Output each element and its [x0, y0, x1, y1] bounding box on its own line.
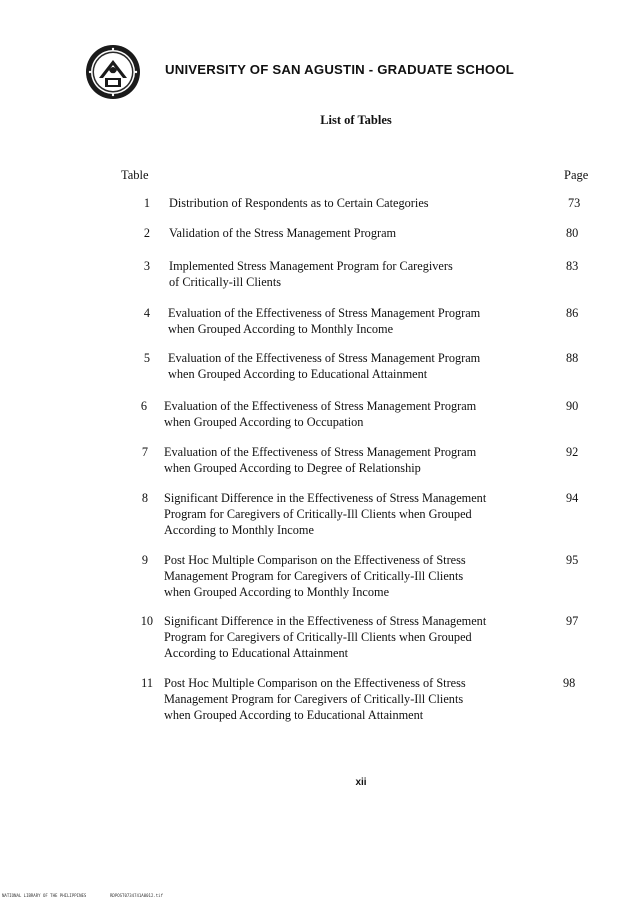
- table-column-header: Table: [121, 168, 149, 182]
- page-column-header: Page: [564, 168, 589, 182]
- page-ref: 80: [566, 226, 579, 240]
- table-title: Post Hoc Multiple Comparison on the Effectiveness of Stress Management Program for Caregivers of Critically-Ill Clients when Grouped According to Educational Attainment: [164, 676, 466, 722]
- table-title: Validation of the Stress Management Program: [169, 226, 397, 240]
- page-ref: 94: [566, 491, 579, 505]
- table-title: Evaluation of the Effectiveness of Stress Management Program when Grouped According to Occupation: [164, 399, 477, 429]
- page-ref: 86: [566, 306, 579, 320]
- table-number: 3: [143, 259, 150, 273]
- page-ref: 98: [563, 676, 576, 690]
- table-title: Implemented Stress Management Program for Caregivers of Critically-ill Clients: [169, 259, 453, 289]
- table-number: 11: [141, 676, 153, 690]
- table-number: 9: [141, 553, 148, 567]
- table-number: 10: [140, 614, 153, 628]
- table-number: 6: [140, 399, 147, 413]
- page-number: xii: [355, 777, 367, 788]
- page-ref: 90: [566, 399, 579, 413]
- table-number: 8: [141, 491, 148, 505]
- page-ref: 95: [566, 553, 579, 567]
- table-title: Post Hoc Multiple Comparison on the Effectiveness of Stress Management Program for Caregivers of Critically-Ill Clients when Grouped According to Monthly Income: [164, 553, 466, 599]
- scan-file-code: RDPOST0734741A0012.tif: [110, 893, 163, 898]
- page-ref: 88: [566, 351, 579, 365]
- page-ref: 97: [566, 614, 579, 628]
- page-ref: 92: [566, 445, 579, 459]
- table-number: 4: [143, 306, 150, 320]
- table-title: Evaluation of the Effectiveness of Stress Management Program when Grouped According to Degree of Relationship: [164, 445, 477, 475]
- library-watermark: NATIONAL LIBRARY OF THE PHILIPPINES: [2, 893, 87, 898]
- page-title: List of Tables: [320, 113, 392, 127]
- table-number: 5: [143, 351, 150, 365]
- page-ref: 83: [566, 259, 579, 273]
- institution-title: UNIVERSITY OF SAN AGUSTIN - GRADUATE SCHOOL: [165, 62, 515, 77]
- table-title: Significant Difference in the Effectiveness of Stress Management Program for Caregivers of Critically-Ill Clients when Grouped According to Educational Attainment: [164, 614, 487, 660]
- table-title: Evaluation of the Effectiveness of Stress Management Program when Grouped According to Monthly Income: [168, 306, 481, 336]
- university-seal-logo: [85, 44, 141, 100]
- table-title: Significant Difference in the Effectiveness of Stress Management Program for Caregivers of Critically-Ill Clients when Grouped According to Monthly Income: [164, 491, 487, 537]
- table-number: 1: [143, 196, 150, 210]
- table-number: 7: [141, 445, 148, 459]
- page-ref: 73: [568, 196, 581, 210]
- table-title: Distribution of Respondents as to Certain Categories: [169, 196, 429, 210]
- table-title: Evaluation of the Effectiveness of Stress Management Program when Grouped According to Educational Attainment: [168, 351, 481, 381]
- table-number: 2: [143, 226, 150, 240]
